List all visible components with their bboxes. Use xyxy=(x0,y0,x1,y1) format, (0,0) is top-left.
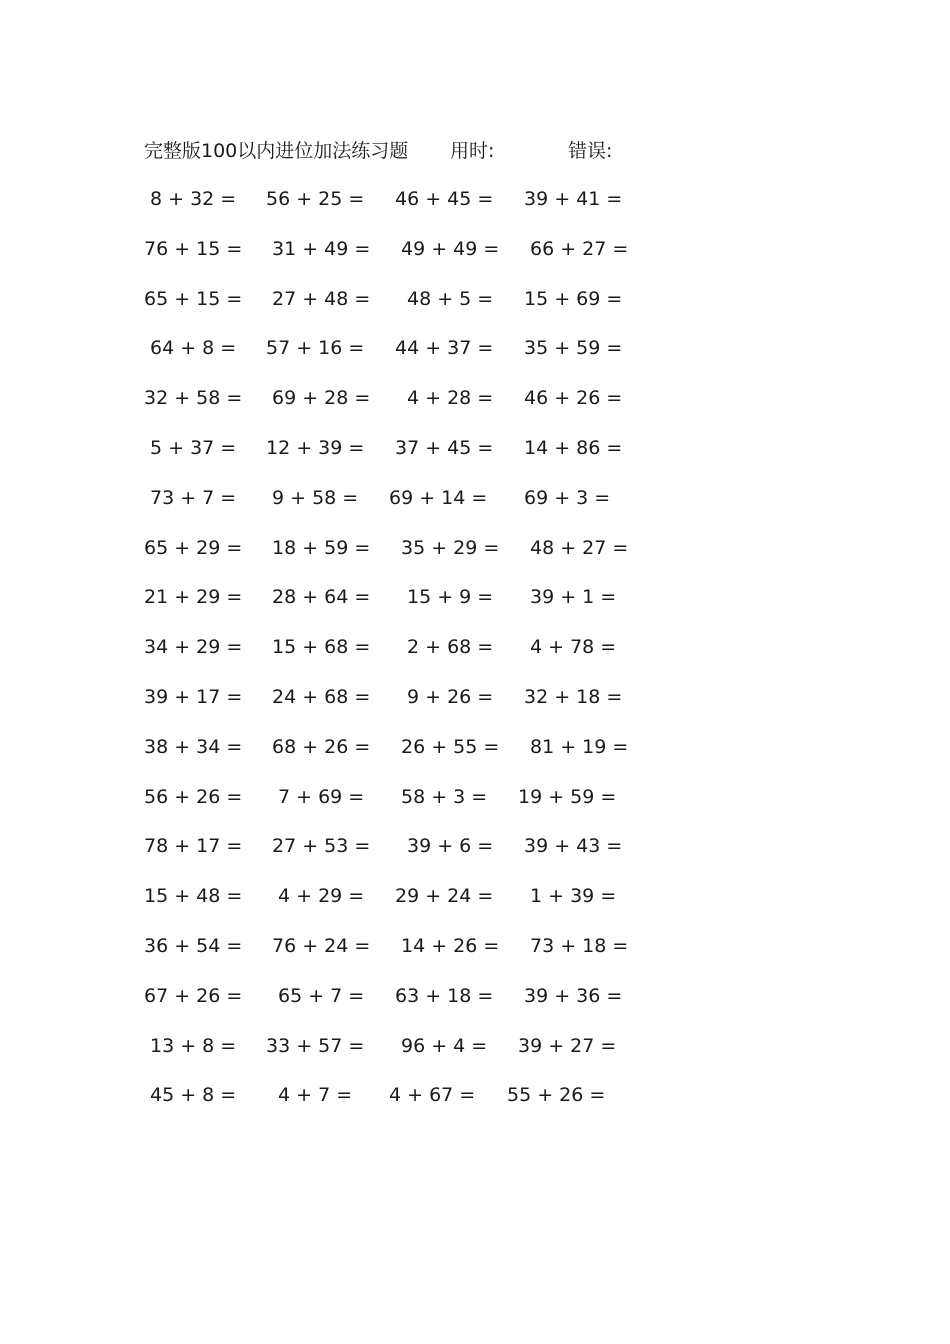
problem-cell: 28 + 64 = xyxy=(272,586,371,609)
problem-cell: 67 + 26 = xyxy=(144,984,243,1007)
problem-cell: 69 + 14 = xyxy=(389,486,488,509)
problem-cell: 21 + 29 = xyxy=(144,586,243,609)
problem-row xyxy=(0,1080,950,1130)
problem-cell: 4 + 28 = xyxy=(407,387,494,410)
problem-cell: 32 + 18 = xyxy=(524,685,623,708)
problem-row xyxy=(0,931,950,981)
problem-cell: 76 + 24 = xyxy=(272,934,371,957)
problem-cell: 49 + 49 = xyxy=(401,237,500,260)
worksheet-header xyxy=(144,136,664,166)
problem-cell: 26 + 55 = xyxy=(401,735,500,758)
problem-cell: 38 + 34 = xyxy=(144,735,243,758)
problem-row xyxy=(0,234,950,284)
problem-row xyxy=(0,184,950,234)
problem-cell: 27 + 48 = xyxy=(272,287,371,310)
problem-row xyxy=(0,831,950,881)
problem-cell: 48 + 5 = xyxy=(407,287,494,310)
problem-cell: 68 + 26 = xyxy=(272,735,371,758)
problem-cell: 44 + 37 = xyxy=(395,337,494,360)
problem-cell: 29 + 24 = xyxy=(395,885,494,908)
problem-cell: 73 + 7 = xyxy=(150,486,237,509)
problem-cell: 45 + 8 = xyxy=(150,1084,237,1107)
problem-cell: 46 + 26 = xyxy=(524,387,623,410)
problem-cell: 96 + 4 = xyxy=(401,1034,488,1057)
problem-cell: 69 + 3 = xyxy=(524,486,611,509)
problem-row xyxy=(0,881,950,931)
errors-label: 错误: xyxy=(568,140,613,162)
problem-cell: 8 + 32 = xyxy=(150,188,237,210)
problem-cell: 56 + 26 = xyxy=(144,785,243,808)
problem-cell: 27 + 53 = xyxy=(272,835,371,858)
problem-cell: 65 + 15 = xyxy=(144,287,243,310)
problem-cell: 4 + 67 = xyxy=(389,1084,476,1107)
problem-cell: 14 + 86 = xyxy=(524,436,623,459)
problem-row xyxy=(0,981,950,1031)
problem-cell: 15 + 9 = xyxy=(407,586,494,609)
problem-cell: 32 + 58 = xyxy=(144,387,243,410)
problem-cell: 31 + 49 = xyxy=(272,237,371,260)
problem-cell: 19 + 59 = xyxy=(518,785,617,808)
problem-row xyxy=(0,383,950,433)
problem-cell: 4 + 29 = xyxy=(278,885,365,908)
problem-row xyxy=(0,632,950,682)
problem-row xyxy=(0,1031,950,1081)
problem-cell: 5 + 37 = xyxy=(150,436,237,459)
problem-cell: 57 + 16 = xyxy=(266,337,365,360)
problem-cell: 48 + 27 = xyxy=(530,536,629,559)
problem-cell: 78 + 17 = xyxy=(144,835,243,858)
problem-row xyxy=(0,333,950,383)
problem-cell: 39 + 41 = xyxy=(524,188,623,210)
problem-cell: 13 + 8 = xyxy=(150,1034,237,1057)
problem-row xyxy=(0,732,950,782)
problem-cell: 1 + 39 = xyxy=(530,885,617,908)
problem-cell: 63 + 18 = xyxy=(395,984,494,1007)
problem-cell: 69 + 28 = xyxy=(272,387,371,410)
problem-cell: 14 + 26 = xyxy=(401,934,500,957)
problem-cell: 39 + 6 = xyxy=(407,835,494,858)
problem-cell: 24 + 68 = xyxy=(272,685,371,708)
problem-cell: 76 + 15 = xyxy=(144,237,243,260)
problem-row xyxy=(0,533,950,583)
problem-cell: 58 + 3 = xyxy=(401,785,488,808)
problem-row xyxy=(0,284,950,334)
problem-cell: 2 + 68 = xyxy=(407,636,494,659)
worksheet-title: 完整版100以内进位加法练习题 xyxy=(144,140,409,162)
problem-cell: 39 + 27 = xyxy=(518,1034,617,1057)
problem-cell: 33 + 57 = xyxy=(266,1034,365,1057)
problem-cell: 9 + 58 = xyxy=(272,486,359,509)
problem-row xyxy=(0,682,950,732)
problem-cell: 37 + 45 = xyxy=(395,436,494,459)
problem-cell: 7 + 69 = xyxy=(278,785,365,808)
problem-row xyxy=(0,483,950,533)
problem-cell: 65 + 7 = xyxy=(278,984,365,1007)
problem-cell: 39 + 1 = xyxy=(530,586,617,609)
problem-cell: 15 + 68 = xyxy=(272,636,371,659)
problem-cell: 39 + 36 = xyxy=(524,984,623,1007)
problem-row xyxy=(0,582,950,632)
problem-cell: 65 + 29 = xyxy=(144,536,243,559)
problem-cell: 34 + 29 = xyxy=(144,636,243,659)
problem-cell: 18 + 59 = xyxy=(272,536,371,559)
problem-cell: 81 + 19 = xyxy=(530,735,629,758)
problem-cell: 12 + 39 = xyxy=(266,436,365,459)
time-used-label: 用时: xyxy=(450,140,495,162)
problem-cell: 55 + 26 = xyxy=(507,1084,606,1107)
problem-cell: 15 + 48 = xyxy=(144,885,243,908)
problem-cell: 4 + 78 = xyxy=(530,636,617,659)
problem-cell: 36 + 54 = xyxy=(144,934,243,957)
problem-cell: 39 + 17 = xyxy=(144,685,243,708)
problem-cell: 56 + 25 = xyxy=(266,188,365,210)
problem-row xyxy=(0,433,950,483)
problem-cell: 15 + 69 = xyxy=(524,287,623,310)
problem-cell: 39 + 43 = xyxy=(524,835,623,858)
problem-cell: 35 + 59 = xyxy=(524,337,623,360)
problem-cell: 35 + 29 = xyxy=(401,536,500,559)
problem-cell: 46 + 45 = xyxy=(395,188,494,210)
problem-cell: 9 + 26 = xyxy=(407,685,494,708)
problem-cell: 66 + 27 = xyxy=(530,237,629,260)
problem-row xyxy=(0,782,950,832)
problem-cell: 4 + 7 = xyxy=(278,1084,353,1107)
problem-cell: 73 + 18 = xyxy=(530,934,629,957)
problem-cell: 64 + 8 = xyxy=(150,337,237,360)
problem-grid xyxy=(0,184,950,1130)
